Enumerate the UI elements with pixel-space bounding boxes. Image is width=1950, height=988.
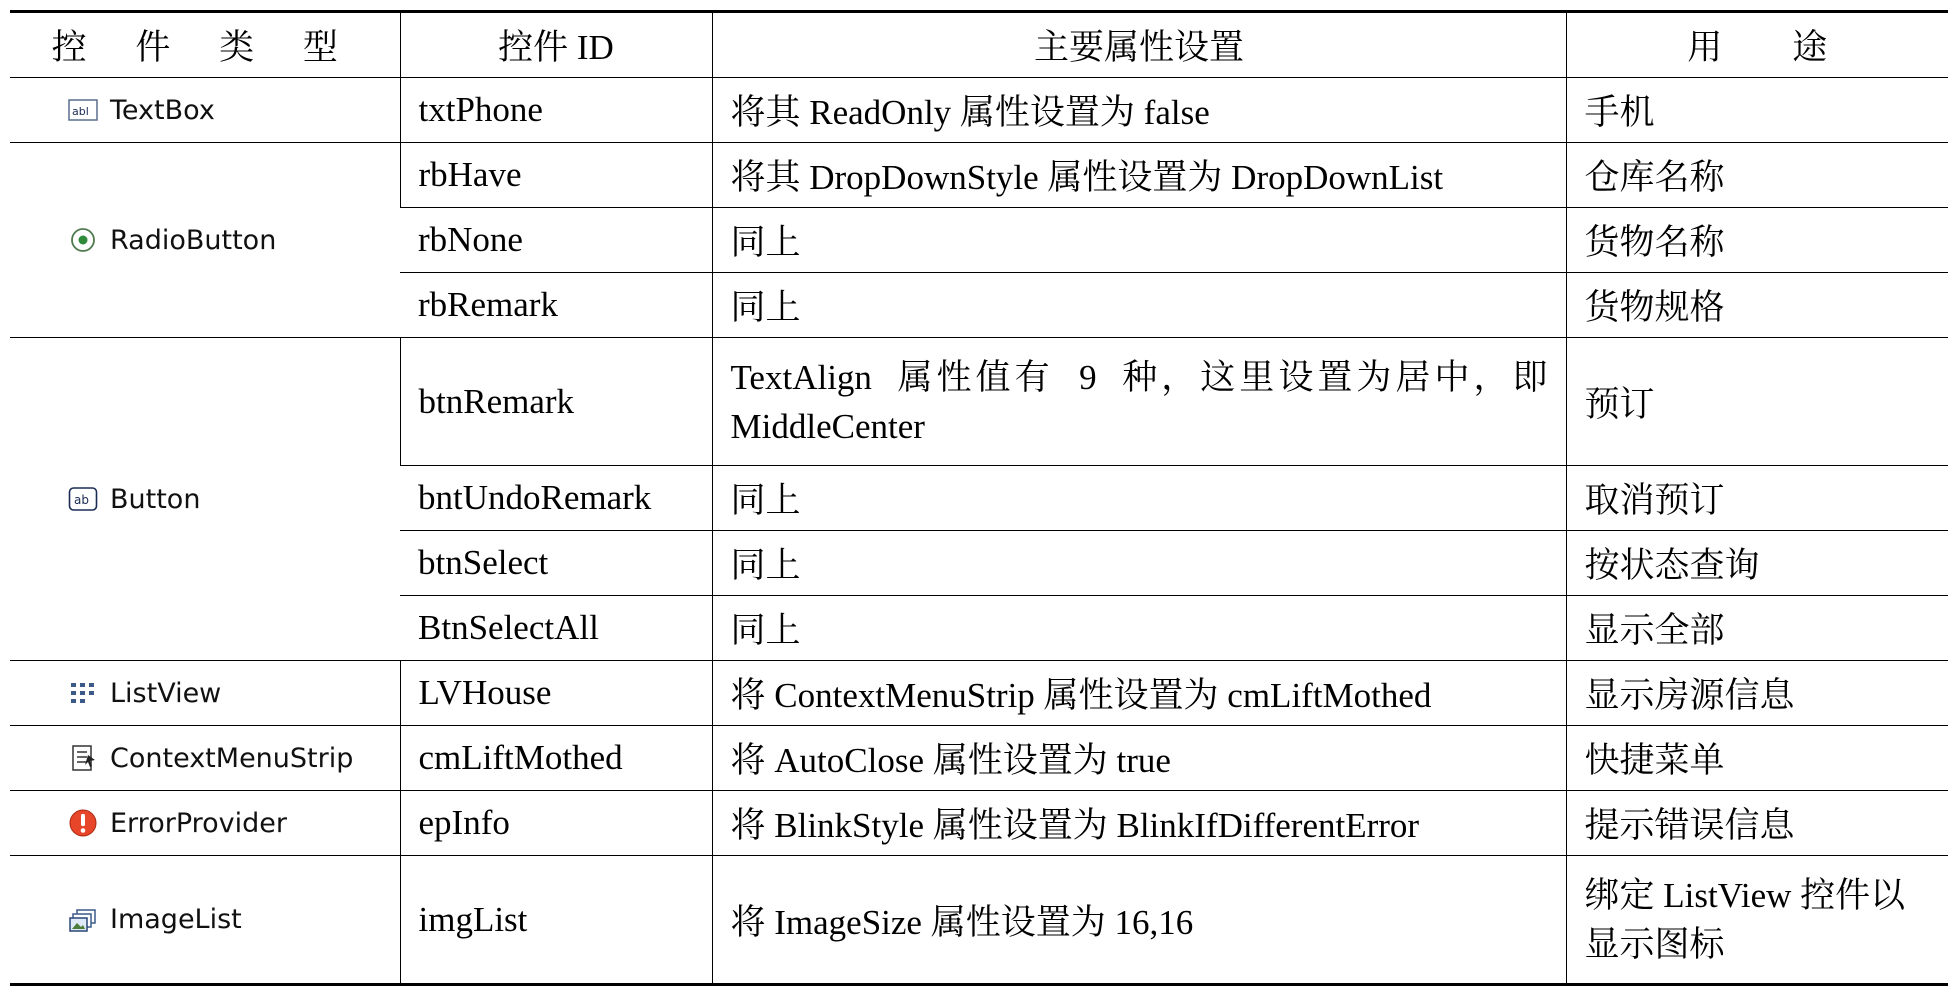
setting-cell: 同上 (712, 466, 1566, 531)
control-id-cell: rbRemark (400, 273, 712, 338)
textbox-icon (68, 95, 98, 125)
listview-icon (68, 678, 98, 708)
button-icon (68, 484, 98, 514)
purpose-cell: 快捷菜单 (1566, 726, 1948, 791)
table-row (10, 338, 1948, 466)
purpose-cell: 手机 (1566, 78, 1948, 143)
setting-cell: 同上 (712, 531, 1566, 596)
setting-cell: 将 AutoClose 属性设置为 true (712, 726, 1566, 791)
header-control-type: 控 件 类 型 (10, 12, 400, 78)
header-row (10, 12, 1948, 78)
control-type-cell (10, 661, 400, 726)
control-type-cell (10, 791, 400, 856)
svg-text:ab: ab (74, 493, 89, 507)
control-id-cell: txtPhone (400, 78, 712, 143)
table-row (10, 143, 1948, 208)
purpose-line: 绑定 ListView 控件以 (1584, 875, 1906, 915)
setting-cell: 将 BlinkStyle 属性设置为 BlinkIfDifferentError (712, 791, 1566, 856)
setting-cell: 同上 (712, 596, 1566, 661)
purpose-cell: 显示全部 (1566, 596, 1948, 661)
setting-cell (712, 338, 1566, 466)
purpose-cell: 仓库名称 (1566, 143, 1948, 208)
setting-cell: 同上 (712, 273, 1566, 338)
control-id-cell: bntUndoRemark (400, 466, 712, 531)
control-type-label: ListView (110, 677, 222, 709)
radiobutton-icon (68, 225, 98, 255)
control-type-label: ContextMenuStrip (110, 742, 354, 774)
setting-cell: 将其 ReadOnly 属性设置为 false (712, 78, 1566, 143)
setting-cell: 同上 (712, 208, 1566, 273)
control-id-cell: LVHouse (400, 661, 712, 726)
control-type-cell (10, 856, 400, 985)
table-row (10, 726, 1948, 791)
purpose-cell: 按状态查询 (1566, 531, 1948, 596)
purpose-line: 显示图标 (1584, 924, 1725, 964)
imagelist-icon (68, 905, 98, 935)
header-purpose: 用 途 (1566, 12, 1948, 78)
control-id-cell: rbHave (400, 143, 712, 208)
svg-text:abl: abl (72, 105, 89, 118)
control-type-cell (10, 78, 400, 143)
control-type-label: TextBox (110, 94, 215, 126)
setting-cell: 将 ImageSize 属性设置为 16,16 (712, 856, 1566, 985)
table-row (10, 661, 1948, 726)
control-id-cell: epInfo (400, 791, 712, 856)
purpose-cell: 货物规格 (1566, 273, 1948, 338)
contextmenustrip-icon (68, 743, 98, 773)
control-type-cell (10, 338, 400, 661)
control-type-cell (10, 143, 400, 338)
control-id-cell: cmLiftMothed (400, 726, 712, 791)
control-type-label: ErrorProvider (110, 807, 287, 839)
setting-line: MiddleCenter (730, 406, 925, 446)
control-type-cell (10, 726, 400, 791)
table-row (10, 856, 1948, 985)
control-type-label: ImageList (110, 904, 242, 935)
control-id-cell: rbNone (400, 208, 712, 273)
purpose-cell: 货物名称 (1566, 208, 1948, 273)
controls-table (10, 10, 1948, 986)
purpose-cell: 预订 (1566, 338, 1948, 466)
purpose-cell (1566, 856, 1948, 985)
setting-line: TextAlign 属性值有 9 种，这里设置为居中，即 (730, 357, 1548, 397)
purpose-cell: 取消预订 (1566, 466, 1948, 531)
table-row (10, 78, 1948, 143)
control-type-label: Button (110, 483, 201, 515)
control-id-cell: btnSelect (400, 531, 712, 596)
control-id-cell: imgList (400, 856, 712, 985)
setting-cell: 将其 DropDownStyle 属性设置为 DropDownList (712, 143, 1566, 208)
header-control-id: 控件 ID (400, 12, 712, 78)
control-id-cell: BtnSelectAll (400, 596, 712, 661)
control-id-cell: btnRemark (400, 338, 712, 466)
errorprovider-icon (68, 808, 98, 838)
purpose-cell: 显示房源信息 (1566, 661, 1948, 726)
setting-cell: 将 ContextMenuStrip 属性设置为 cmLiftMothed (712, 661, 1566, 726)
purpose-cell: 提示错误信息 (1566, 791, 1948, 856)
header-main-settings: 主要属性设置 (712, 12, 1566, 78)
control-type-label: RadioButton (110, 224, 277, 256)
table-row (10, 791, 1948, 856)
